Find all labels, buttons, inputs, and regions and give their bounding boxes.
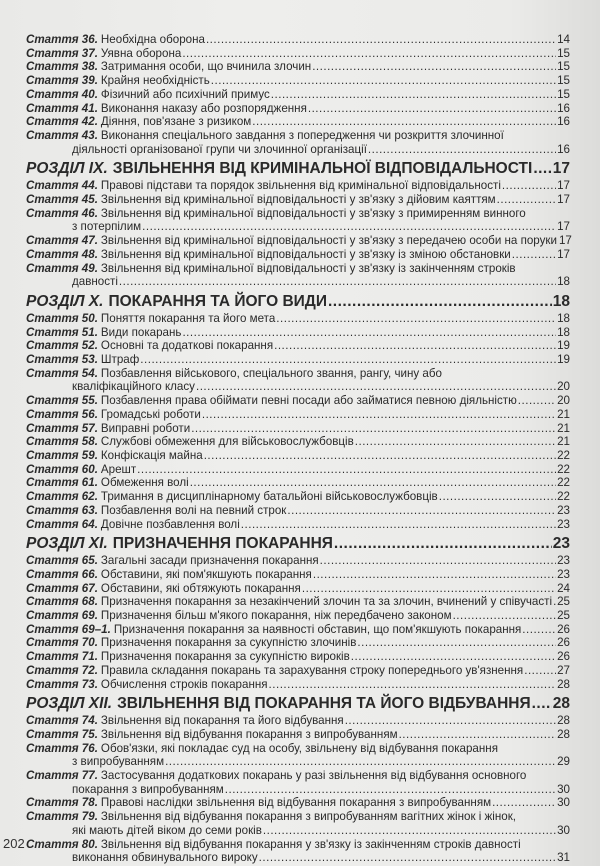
article-title-continued: які мають дітей віком до семи років [72, 823, 262, 837]
article-page: 14 [557, 33, 570, 46]
article-label: Стаття 75. [26, 727, 98, 741]
dot-leader [206, 33, 556, 47]
toc-section-heading[interactable] [26, 694, 570, 713]
toc-article-entry[interactable] [26, 582, 570, 596]
article-page: 16 [557, 142, 570, 156]
toc-article-entry[interactable] [26, 193, 570, 207]
article-page: 18 [557, 275, 570, 289]
toc-article-entry[interactable] [26, 796, 570, 810]
toc-article-entry[interactable] [26, 33, 570, 47]
article-label: Стаття 70. [26, 636, 98, 650]
dot-leader [518, 394, 556, 408]
dot-leader [355, 435, 556, 449]
article-title: Конфіскація майна [100, 448, 203, 462]
dot-leader [439, 490, 556, 504]
article-page: 17 [557, 247, 570, 261]
toc-article-entry[interactable] [26, 623, 570, 637]
article-title: Позбавлення права обіймати певні посади або займатися певною діяльністю [100, 394, 517, 408]
toc-section-heading[interactable] [26, 534, 570, 553]
article-page: 15 [557, 46, 570, 60]
article-title: Позбавлення волі на певний строк [100, 503, 287, 517]
article-title: Загальні засади призначення покарання [100, 554, 319, 568]
toc-article-entry[interactable] [26, 326, 570, 340]
dot-leader [368, 143, 556, 157]
section-title: ПОКАРАННЯ ТА ЙОГО ВИДИ [108, 292, 327, 310]
article-label: Стаття 73. [26, 677, 98, 691]
section-label: РОЗДІЛ XI. [26, 535, 108, 553]
article-label: Стаття 51. [26, 325, 98, 339]
article-page: 17 [557, 220, 570, 234]
article-label: Стаття 60. [26, 462, 98, 476]
section-page: 28 [552, 695, 570, 713]
article-title: Звільнення від відбування покарання у зв'язку із закінченням строків давності [100, 837, 521, 851]
toc-article-entry[interactable] [26, 248, 570, 262]
dot-leader [142, 220, 556, 234]
toc-article-entry[interactable] [26, 367, 570, 394]
article-label: Стаття 76. [26, 741, 98, 755]
article-label: Стаття 64. [26, 517, 98, 531]
article-label: Стаття 38. [26, 60, 98, 74]
article-title: Арешт [100, 462, 137, 476]
article-title-continued: давності [72, 275, 118, 289]
article-title: Фізичний або психічний примус [100, 87, 270, 101]
article-page: 21 [557, 435, 570, 449]
dot-leader [399, 728, 557, 742]
article-page: 15 [557, 87, 570, 101]
article-page: 28 [557, 727, 570, 741]
article-title: Правила складання покарань та зарахування строку попереднього ув'язнення [100, 663, 524, 677]
dot-leader [259, 851, 556, 865]
article-page: 20 [557, 394, 570, 408]
dot-leader [553, 595, 556, 609]
article-label: Стаття 66. [26, 567, 98, 581]
dot-leader [137, 463, 556, 477]
dot-leader [263, 824, 556, 838]
article-label: Стаття 36. [26, 33, 98, 46]
section-page: 23 [552, 535, 570, 553]
dot-leader [497, 193, 556, 207]
dot-leader [345, 714, 556, 728]
article-label: Стаття 46. [26, 206, 98, 220]
section-label: РОЗДІЛ IX. [26, 160, 108, 178]
article-page: 23 [557, 554, 570, 568]
article-title: Обчислення строків покарання [100, 677, 268, 691]
article-title: Звільнення від кримінальної відповідальності у зв'язку з передачею особи на поруки [100, 234, 557, 248]
toc-article-entry[interactable] [26, 179, 570, 193]
dot-leader [196, 380, 556, 394]
dot-leader [533, 159, 551, 178]
toc-article-entry[interactable] [26, 769, 570, 796]
dot-leader [271, 88, 556, 102]
article-title: Звільнення від покарання та його відбування [100, 714, 344, 728]
article-title: Обов'язки, які покладає суд на особу, звільнену від відбування покарання [100, 741, 498, 755]
toc-article-entry[interactable] [26, 490, 570, 504]
dot-leader [512, 248, 556, 262]
article-label: Стаття 52. [26, 339, 98, 353]
dot-leader [502, 179, 556, 193]
article-page: 23 [557, 517, 570, 531]
article-page: 26 [557, 650, 570, 664]
article-label: Стаття 49. [26, 261, 98, 275]
toc-article-entry[interactable] [26, 339, 570, 353]
article-label: Стаття 44. [26, 179, 98, 193]
article-page: 20 [557, 380, 570, 394]
article-title: Види покарань [100, 325, 182, 339]
article-title: Звільнення від кримінальної відповідальності у зв'язку з дійовим каяттям [100, 193, 496, 207]
toc-article-entry[interactable] [26, 742, 570, 769]
article-title: Звільнення від кримінальної відповідальності у зв'язку з примиренням винного [100, 206, 526, 220]
article-title: Виконання наказу або розпорядження [100, 101, 307, 115]
article-title: Виправні роботи [100, 421, 191, 435]
article-label: Стаття 45. [26, 193, 98, 207]
article-label: Стаття 58. [26, 435, 98, 449]
article-title: Уявна оборона [100, 46, 182, 60]
article-label: Стаття 55. [26, 394, 98, 408]
toc-article-entry[interactable] [26, 664, 570, 678]
article-title: Правові підстави та порядок звільнення від кримінальної відповідальності [100, 179, 501, 193]
article-label: Стаття 42. [26, 115, 98, 129]
toc-article-entry[interactable] [26, 728, 570, 742]
dot-leader [241, 518, 556, 532]
article-page: 26 [557, 636, 570, 650]
toc-article-entry[interactable] [26, 394, 570, 408]
article-label: Стаття 47. [26, 234, 98, 248]
article-title: Обставини, які пом'якшують покарання [100, 567, 312, 581]
dot-leader [320, 554, 556, 568]
article-label: Стаття 69–1. [26, 622, 111, 636]
toc-article-entry[interactable] [26, 463, 570, 477]
article-label: Стаття 48. [26, 247, 98, 261]
article-title: Тримання в дисциплінарному батальйоні військовослужбовців [100, 490, 438, 504]
article-title: Призначення покарання за незакінчений злочин та за злочин, вчинений у співучасті [100, 595, 553, 609]
toc-article-entry[interactable] [26, 74, 570, 88]
toc-article-entry[interactable] [26, 568, 570, 582]
toc-article-entry[interactable] [26, 435, 570, 449]
article-title: Поняття покарання та його мета [100, 311, 276, 325]
toc-article-entry[interactable] [26, 262, 570, 289]
toc-article-entry[interactable] [26, 422, 570, 436]
article-title: Призначення покарання за наявності обставин, що пом'якшують покарання [113, 622, 522, 636]
section-title: ЗВІЛЬНЕННЯ ВІД КРИМІНАЛЬНОЇ ВІДПОВІДАЛЬНОСТІ [112, 160, 533, 178]
article-page: 19 [557, 353, 570, 367]
article-page: 26 [557, 622, 570, 636]
toc-section-heading[interactable] [26, 292, 570, 311]
table-of-contents [26, 33, 570, 865]
section-label: РОЗДІЛ XII. [26, 695, 113, 713]
article-title: Звільнення від кримінальної відповідальності у зв'язку із зміною обстановки [100, 247, 511, 261]
toc-article-entry[interactable] [26, 115, 570, 129]
dot-leader [328, 292, 552, 311]
toc-article-entry[interactable] [26, 595, 570, 609]
article-title: Необхідна оборона [100, 33, 205, 46]
article-title: Затримання особи, що вчинила злочин [100, 60, 312, 74]
toc-article-entry[interactable] [26, 47, 570, 61]
dot-leader [119, 275, 556, 289]
dot-leader [334, 534, 552, 553]
article-title: Діяння, пов'язане з ризиком [100, 115, 252, 129]
article-title: Основні та додаткові покарання [100, 339, 274, 353]
article-title: Призначення покарання за сукупністю злочинів [100, 636, 357, 650]
toc-section-heading[interactable] [26, 159, 570, 178]
dot-leader [287, 504, 556, 518]
article-title: Призначення більш м'якого покарання, ніж передбачено законом [100, 609, 452, 623]
dot-leader [191, 422, 556, 436]
dot-leader [524, 664, 556, 678]
article-label: Стаття 80. [26, 837, 98, 851]
article-label: Стаття 79. [26, 810, 98, 824]
article-title: Штраф [100, 353, 140, 367]
toc-article-entry[interactable] [26, 60, 570, 74]
section-title: ПРИЗНАЧЕННЯ ПОКАРАННЯ [112, 535, 333, 553]
article-page: 22 [557, 476, 570, 490]
article-title-continued: кваліфікаційного класу [72, 380, 195, 394]
toc-article-entry[interactable] [26, 609, 570, 623]
article-page: 22 [557, 448, 570, 462]
article-page: 16 [557, 115, 570, 129]
dot-leader [190, 476, 556, 490]
article-page: 17 [557, 193, 570, 207]
article-label: Стаття 72. [26, 663, 98, 677]
article-title: Довічне позбавлення волі [100, 517, 240, 531]
article-page: 23 [557, 503, 570, 517]
article-title-continued: виконання обвинувального вироку [72, 851, 258, 865]
article-title: Громадські роботи [100, 407, 201, 421]
article-label: Стаття 54. [26, 366, 98, 380]
dot-leader [202, 408, 556, 422]
dot-leader [182, 47, 556, 61]
section-page: 17 [552, 160, 570, 178]
dot-leader [522, 623, 556, 637]
article-title-continued: з випробуванням [72, 755, 165, 769]
article-page: 21 [557, 421, 570, 435]
dot-leader [204, 449, 556, 463]
article-page: 15 [557, 74, 570, 88]
dot-leader [276, 312, 556, 326]
article-label: Стаття 65. [26, 554, 98, 568]
article-title: Службові обмеження для військовослужбовців [100, 435, 354, 449]
article-label: Стаття 69. [26, 609, 98, 623]
article-label: Стаття 63. [26, 503, 98, 517]
article-label: Стаття 67. [26, 581, 98, 595]
page-number: 202 [3, 836, 25, 851]
article-label: Стаття 43. [26, 128, 98, 142]
article-label: Стаття 37. [26, 46, 98, 60]
toc-article-entry[interactable] [26, 102, 570, 116]
toc-article-entry[interactable] [26, 810, 570, 837]
article-label: Стаття 61. [26, 476, 98, 490]
toc-article-entry[interactable] [26, 554, 570, 568]
dot-leader [182, 326, 556, 340]
article-title: Виконання спеціального завдання з попередження чи розкриття злочинної [100, 128, 504, 142]
dot-leader [225, 783, 556, 797]
article-title: Призначення покарання за сукупністю вироків [100, 650, 350, 664]
article-title: Звільнення від кримінальної відповідальності у зв'язку із закінченням строків [100, 261, 516, 275]
article-label: Стаття 71. [26, 650, 98, 664]
article-page: 30 [557, 823, 570, 837]
dot-leader [302, 582, 556, 596]
toc-article-entry[interactable] [26, 838, 570, 865]
article-page: 19 [557, 339, 570, 353]
article-label: Стаття 77. [26, 769, 98, 783]
article-label: Стаття 59. [26, 448, 98, 462]
toc-article-entry[interactable] [26, 650, 570, 664]
article-title: Крайня необхідність [100, 74, 210, 88]
dot-leader [165, 755, 556, 769]
dot-leader [453, 609, 557, 623]
article-page: 21 [557, 407, 570, 421]
article-title-continued: діяльності організованої групи чи злочинної організації [72, 142, 367, 156]
toc-article-entry[interactable] [26, 476, 570, 490]
dot-leader [351, 650, 556, 664]
toc-article-entry[interactable] [26, 234, 570, 248]
article-page: 24 [557, 581, 570, 595]
toc-article-entry[interactable] [26, 129, 570, 156]
article-title: Застосування додаткових покарань у разі звільнення від відбування основного [100, 769, 527, 783]
article-label: Стаття 78. [26, 796, 98, 810]
article-page: 28 [557, 714, 570, 728]
section-page: 18 [552, 292, 570, 310]
article-page: 17 [558, 234, 572, 248]
article-label: Стаття 53. [26, 353, 98, 367]
article-label: Стаття 40. [26, 87, 98, 101]
toc-article-entry[interactable] [26, 449, 570, 463]
dot-leader [211, 74, 556, 88]
article-title: Звільнення від відбування покарання з випробуванням вагітних жінок і жінок, [100, 810, 517, 824]
article-page: 15 [557, 60, 570, 74]
article-title: Обмеження волі [100, 476, 189, 490]
article-page: 28 [557, 677, 570, 691]
article-title-continued: покарання з випробуванням [72, 782, 224, 796]
toc-article-entry[interactable] [26, 636, 570, 650]
article-page: 17 [557, 179, 570, 193]
dot-leader [532, 694, 552, 713]
article-label: Стаття 56. [26, 407, 98, 421]
article-page: 29 [557, 755, 570, 769]
article-label: Стаття 74. [26, 714, 98, 728]
article-title: Правові наслідки звільнення від відбування покарання з випробуванням [100, 796, 492, 810]
dot-leader [308, 102, 556, 116]
dot-leader [274, 339, 556, 353]
section-label: РОЗДІЛ X. [26, 292, 104, 310]
article-title: Обставини, які обтяжують покарання [100, 581, 301, 595]
toc-article-entry[interactable] [26, 678, 570, 692]
article-page: 27 [557, 663, 570, 677]
toc-article-entry[interactable] [26, 714, 570, 728]
article-page: 16 [557, 101, 570, 115]
article-page: 25 [557, 609, 570, 623]
toc-article-entry[interactable] [26, 504, 570, 518]
article-label: Стаття 39. [26, 74, 98, 88]
article-page: 30 [557, 782, 570, 796]
article-page: 30 [557, 796, 570, 810]
toc-article-entry[interactable] [26, 408, 570, 422]
dot-leader [313, 568, 556, 582]
dot-leader [492, 796, 556, 810]
dot-leader [357, 636, 556, 650]
toc-article-entry[interactable] [26, 353, 570, 367]
section-title: ЗВІЛЬНЕННЯ ВІД ПОКАРАННЯ ТА ЙОГО ВІДБУВАННЯ [117, 695, 531, 713]
article-page: 22 [557, 462, 570, 476]
article-title: Звільнення від відбування покарання з випробуванням [100, 727, 398, 741]
article-title: Позбавлення військового, спеціального звання, рангу, чину або [100, 366, 442, 380]
article-page: 31 [557, 851, 570, 865]
article-page: 18 [557, 311, 570, 325]
article-label: Стаття 57. [26, 421, 98, 435]
article-label: Стаття 50. [26, 311, 98, 325]
article-label: Стаття 62. [26, 490, 98, 504]
article-label: Стаття 41. [26, 101, 98, 115]
toc-article-entry[interactable] [26, 88, 570, 102]
toc-article-entry[interactable] [26, 312, 570, 326]
dot-leader [312, 60, 556, 74]
dot-leader [252, 115, 556, 129]
dot-leader [140, 353, 556, 367]
article-title-continued: з потерпілим [72, 220, 142, 234]
toc-article-entry[interactable] [26, 207, 570, 234]
article-page: 23 [557, 567, 570, 581]
article-label: Стаття 68. [26, 595, 98, 609]
article-page: 25 [557, 595, 570, 609]
toc-article-entry[interactable] [26, 518, 570, 532]
article-page: 22 [557, 490, 570, 504]
dot-leader [269, 678, 557, 692]
article-page: 18 [557, 325, 570, 339]
